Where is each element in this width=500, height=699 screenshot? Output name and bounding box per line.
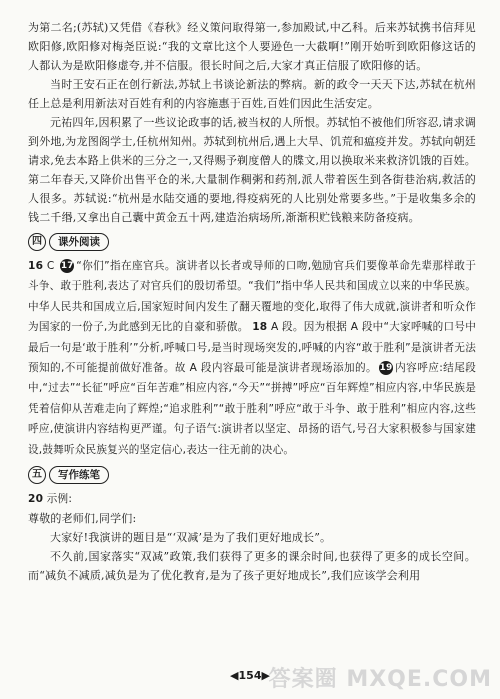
page-content: [28, 18, 476, 585]
section-header-writing-practice: [28, 464, 476, 486]
section-number: 五: [28, 466, 46, 484]
question-number-20: 20: [28, 493, 44, 506]
page-number: ◀154▶: [230, 669, 270, 682]
question-number-16: 16: [28, 260, 44, 272]
answer-17: “你们”指在座官兵。演讲者以长者或导师的口吻,勉励官兵们要像革命先辈那样敢于斗争、敢于胜利,表达了对官兵们的殷切希望。“我们”指中华人民共和国成立以来的中华民族。中华人民共和国成立后,国家短时间内发生了翻天覆地的变化,取得了伟大成就,演讲者和听众作为国家的一份子,为此感到无比的自豪和骄傲。: [28, 260, 476, 334]
answer-block-16-19: [28, 256, 476, 460]
passage-paragraph-3: 元祐四年,因积累了一些议论政事的话,被当权的人所恨。苏轼怕不被他们所容忍,请求调到外地,为龙图阁学士,任杭州知州。苏轼到杭州后,遇上大旱、饥荒和瘟疫并发。苏轼向朝廷请求,免去本路上供米的三分之一,又得赐予剃度僧人的牒文,用以换取米来救济饥饿的百姓。第二年春天,又降价出售平仓的米,大量制作稠粥和药剂,派人带着医生到各街巷治病,救活的人很多。苏轼说:“杭州是水陆交通的要地,得疫病死的人比别处常要多些。”于是收集多余的钱二千缗,又拿出自己囊中黄金五十两,建造治病场所,渐渐积贮钱粮来防备疫病。: [28, 116, 476, 224]
answer-16: C: [43, 260, 59, 272]
passage-paragraph-2: 当时王安石正在创行新法,苏轼上书谈论新法的弊病。新的政令一天天下达,苏轼在杭州任上总是利用新法对百姓有利的内容施惠于百姓,百姓们因此生活安定。: [28, 78, 476, 110]
question-number-17: 17: [60, 261, 74, 271]
question-number-19: 19: [379, 363, 393, 374]
answer-19: 内容呼应:结尾段中,“过去”“长征”呼应“百年苦难”相应内容,“今天”“拼搏”呼应“百年辉煌”相应内容,中华民族是凭着信仰从苦难走向了辉煌;“追求胜利”“敢于胜利”呼应“敢于斗争、敢于胜利”相应内容,这些呼应,使演讲内容结构更严谨。句子语气:演讲者以坚定、昂扬的语气,号召大家积极参与国家建设,鼓舞听众民族复兴的坚定信心,表达一往无前的决心。: [28, 362, 476, 456]
speech-greeting: 尊敬的老师们,同学们:: [28, 512, 137, 526]
section-title: 课外阅读: [49, 233, 109, 251]
passage-paragraph-1: 为第二名;(苏轼)又凭借《春秋》经义策问取得第一,参加殿试,中乙科。后来苏轼携书信拜见欧阳修,欧阳修对梅尧臣说:“我的文章比这个人要逊色一大截啊!”刚开始听到欧阳修这话的人都认为是欧阳修虚夸,并不信服。很长时间之后,大家才真正信服了欧阳修的话。: [28, 21, 476, 72]
question-number-18: 18: [252, 321, 268, 334]
section-header-extracurricular-reading: [28, 231, 476, 253]
speech-paragraph-2: 不久前,国家落实“双减”政策,我们获得了更多的课余时间,也获得了更多的成长空间。而“减负不减质,减负是为了优化教育,是为了孩子更好地成长”,我们应该学会利用: [28, 550, 476, 583]
example-label: 示例:: [46, 493, 73, 506]
watermark-logo: 答案圈 MXQE.COM: [268, 667, 492, 692]
question-20-label: [28, 489, 476, 509]
answer-18: A 段。因为根据 A 段中“大家呼喊的口号中最后一句是‘敢于胜利’”分析,呼喊口号,是当时现场突发的,呼喊的内容“敢于胜利”是演讲者无法预知的,不可能提前做好准备。故 A 段内容最可能是演讲者现场添加的。: [28, 321, 476, 375]
section-number: 四: [28, 233, 46, 251]
section-title: 写作练笔: [49, 466, 109, 484]
speech-paragraph-1: 大家好!我演讲的题目是“‘双减’是为了我们更好地成长”。: [50, 531, 332, 545]
